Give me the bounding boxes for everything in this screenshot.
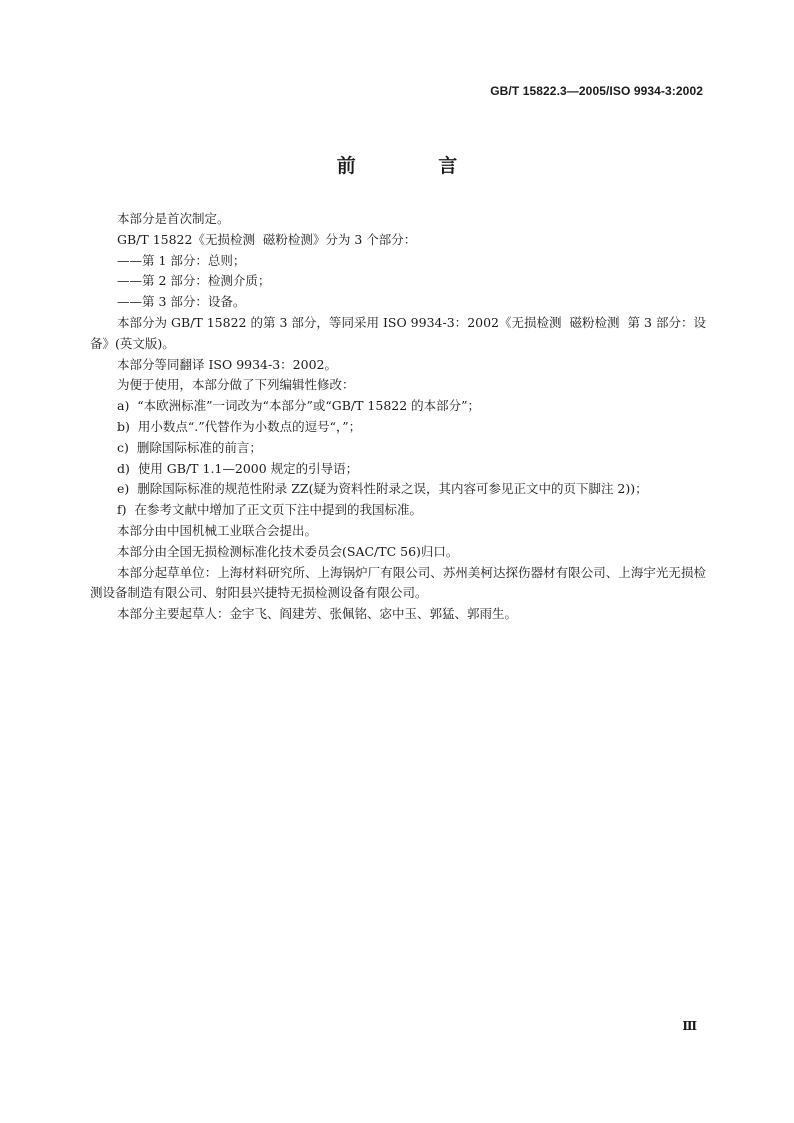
paragraph-proposer: 本部分由中国机械工业联合会提出。 <box>117 522 318 538</box>
list-item-change-a: a) “本欧洲标准”一词改为“本部分”或“GB/T 15822 的本部分”； <box>117 398 481 414</box>
paragraph-editorial-changes-intro: 为便于使用，本部分做了下列编辑性修改： <box>117 377 355 393</box>
paragraph-first-edition: 本部分是首次制定。 <box>117 211 230 226</box>
paragraph-parts-intro: GB/T 15822《无损检测 磁粉检测》分为 3 个部分： <box>117 231 417 247</box>
list-item-change-b: b) 用小数点“.”代替作为小数点的逗号“，”； <box>117 418 362 434</box>
list-item-part-3: ——第 3 部分：设备。 <box>117 294 246 310</box>
standard-number-header: GB/T 15822.3—2005/ISO 9934-3:2002 <box>490 84 703 98</box>
paragraph-drafting-units: 本部分起草单位：上海材料研究所、上海锅炉厂有限公司、苏州美柯达探伤器材有限公司、上海宇光无损检测设备制造有限公司、射阳县兴捷特无损检测设备有限公司。 <box>90 564 706 601</box>
page-number: Ⅲ <box>682 1019 697 1033</box>
list-item-part-2: ——第 2 部分：检测介质； <box>117 273 271 289</box>
list-item-change-f: f) 在参考文献中增加了正文页下注中提到的我国标准。 <box>117 502 422 518</box>
list-item-change-e: e) 删除国际标准的规范性附录 ZZ(疑为资料性附录之误，其内容可参见正文中的页下脚注 2))； <box>117 481 648 497</box>
list-item-part-1: ——第 1 部分：总则； <box>117 252 246 268</box>
list-item-change-d: d) 使用 GB/T 1.1—2000 规定的引导语； <box>117 460 359 476</box>
paragraph-drafters: 本部分主要起草人：金宇飞、阎建芳、张佩铭、宓中玉、郭猛、郭雨生。 <box>117 606 518 622</box>
foreword-body <box>90 209 706 625</box>
paragraph-administrator: 本部分由全国无损检测标准化技术委员会(SAC/TC 56)归口。 <box>117 543 459 559</box>
paragraph-translation: 本部分等同翻译 ISO 9934-3：2002。 <box>117 356 337 372</box>
list-item-change-c: c) 删除国际标准的前言； <box>117 439 262 455</box>
page-title: 前 言 <box>336 155 496 177</box>
paragraph-adoption: 本部分为 GB/T 15822 的第 3 部分，等同采用 ISO 9934-3：2002《无损检测 磁粉检测 第 3 部分：设备》(英文版)。 <box>90 314 706 351</box>
